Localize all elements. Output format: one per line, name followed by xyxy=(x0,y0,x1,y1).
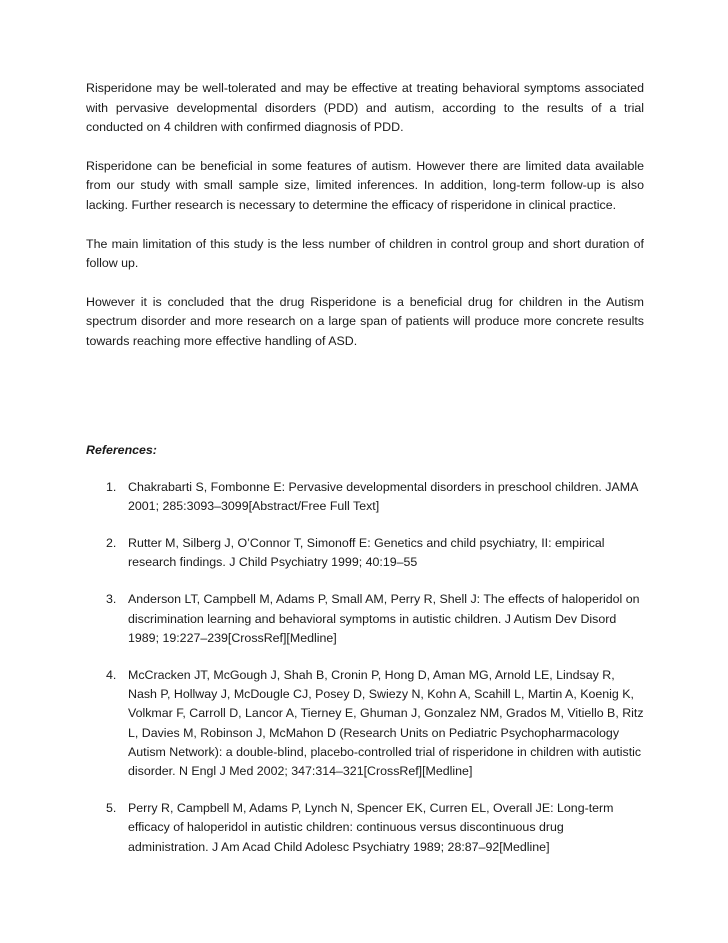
reference-item xyxy=(86,666,644,781)
references-list xyxy=(86,478,644,857)
reference-text: Rutter M, Silberg J, O’Connor T, Simonoff E: Genetics and child psychiatry, II: empirical research findings. J Child Psychiatry 1999; 40:19–55 xyxy=(128,535,605,570)
body-paragraph-4: However it is concluded that the drug Risperidone is a beneficial drug for children in the Autism spectrum disorder and more research on a large span of patients will produce more concrete results towards reaching more effective handling of ASD. xyxy=(86,294,644,348)
body-paragraph-3: The main limitation of this study is the less number of children in control group and short duration of follow up. xyxy=(86,236,644,271)
reference-item xyxy=(86,478,644,516)
reference-item xyxy=(86,590,644,648)
reference-text: Chakrabarti S, Fombonne E: Pervasive developmental disorders in preschool children. JAMA 2001; 285:3093–3099[Abstract/Free Full Text] xyxy=(128,479,638,513)
reference-text: McCracken JT, McGough J, Shah B, Cronin P, Hong D, Aman MG, Arnold LE, Lindsay R, Nash P, Hollway J, McDougle CJ, Posey D, Swiezy N, Kohn A, Scahill L, Martin A, Koenig K, Volkmar F, Carroll D, Lancor A, Tierney E, Ghuman J, Gonzalez NM, Grados M, Vitiello B, Ritz L, Davies M, Robinson J, McMahon D (Research Units on Pediatric Psychopharmacology Autism Network): a double-blind, placebo-controlled trial of risperidone in children with autistic disorder. N Engl J Med 2002; 347:314–321[CrossRef][Medline] xyxy=(128,667,644,778)
body-paragraph-2: Risperidone can be beneficial in some features of autism. However there are limited data available from our study with small sample size, limited inferences. In addition, long-term follow-up is also lacking. Further research is necessary to determine the efficacy of risperidone in clinical practice. xyxy=(86,158,644,212)
reference-number: 5. xyxy=(106,801,117,816)
reference-number: 1. xyxy=(106,479,117,494)
reference-text: Perry R, Campbell M, Adams P, Lynch N, Spencer EK, Curren EL, Overall JE: Long-term efficacy of haloperidol in autistic children: continuous versus discontinuous drug administration. J Am Acad Child Adolesc Psychiatry 1989; 28:87–92[Medline] xyxy=(128,801,614,854)
reference-number: 3. xyxy=(106,592,117,607)
reference-number: 2. xyxy=(106,535,117,550)
reference-item xyxy=(86,799,644,857)
reference-item xyxy=(86,534,644,572)
body-paragraph-1: Risperidone may be well-tolerated and may be effective at treating behavioral symptoms associated with pervasive developmental disorders (PDD) and autism, according to the results of a trial conducted on 4 children with confirmed diagnosis of PDD. xyxy=(86,81,644,135)
references-heading: References: xyxy=(86,442,157,457)
reference-text: Anderson LT, Campbell M, Adams P, Small AM, Perry R, Shell J: The effects of haloperidol on discrimination learning and behavioral symptoms in autistic children. J Autism Dev Disord 1989; 19:227–239[CrossRef][Medline] xyxy=(128,592,640,645)
reference-number: 4. xyxy=(106,667,117,682)
